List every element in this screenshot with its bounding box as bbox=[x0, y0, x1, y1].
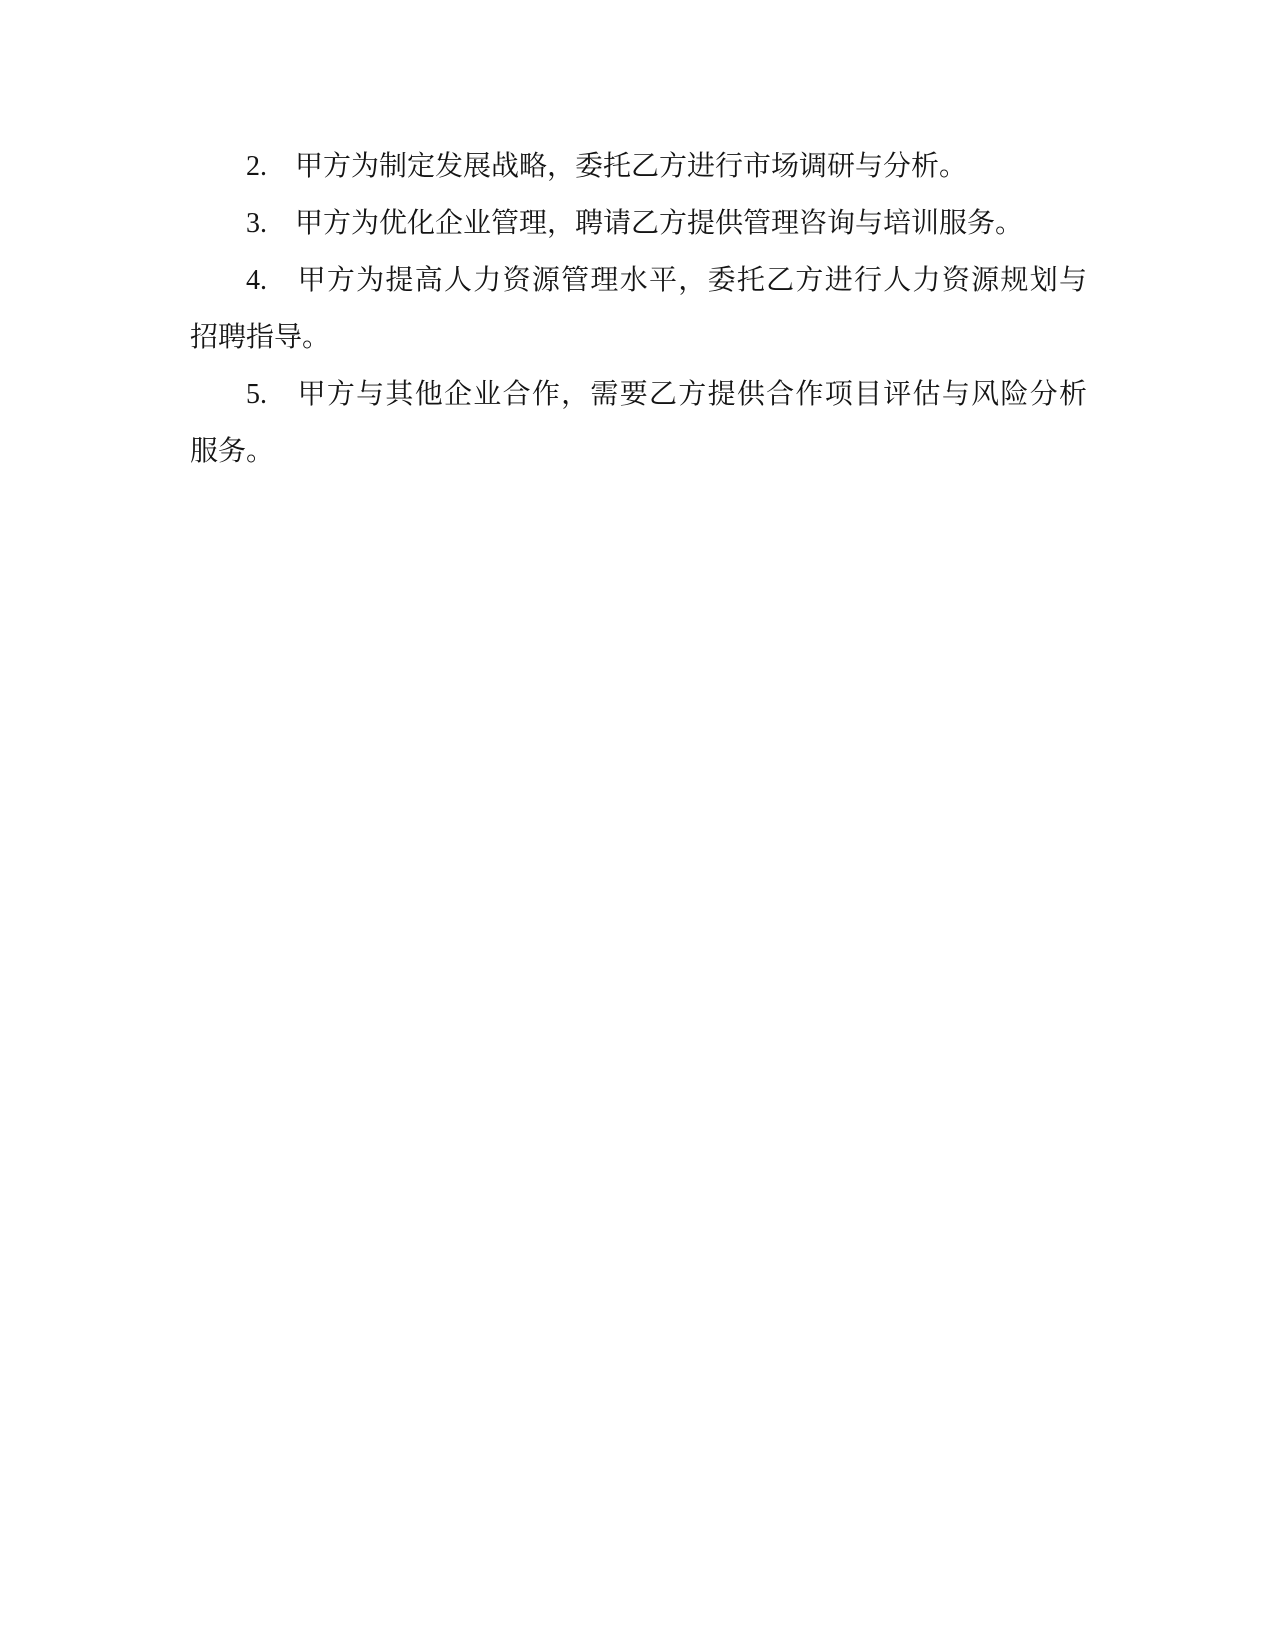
list-item-5-line-1: 5. 甲方与其他企业合作，需要乙方提供合作项目评估与风险分析 bbox=[246, 379, 1087, 410]
list-item-3 bbox=[190, 195, 1087, 252]
document-body bbox=[0, 0, 1275, 480]
list-item-5 bbox=[190, 366, 1087, 480]
list-item-2 bbox=[190, 138, 1087, 195]
list-item-4-line-1: 4. 甲方为提高人力资源管理水平，委托乙方进行人力资源规划与 bbox=[246, 265, 1087, 296]
list-item-4 bbox=[190, 252, 1087, 366]
list-item-3-line-1: 3. 甲方为优化企业管理，聘请乙方提供管理咨询与培训服务。 bbox=[246, 208, 1024, 239]
list-item-4-line-2: 招聘指导。 bbox=[190, 322, 331, 353]
list-item-5-line-2: 服务。 bbox=[190, 436, 275, 467]
list-item-2-line-1: 2. 甲方为制定发展战略，委托乙方进行市场调研与分析。 bbox=[246, 151, 968, 182]
